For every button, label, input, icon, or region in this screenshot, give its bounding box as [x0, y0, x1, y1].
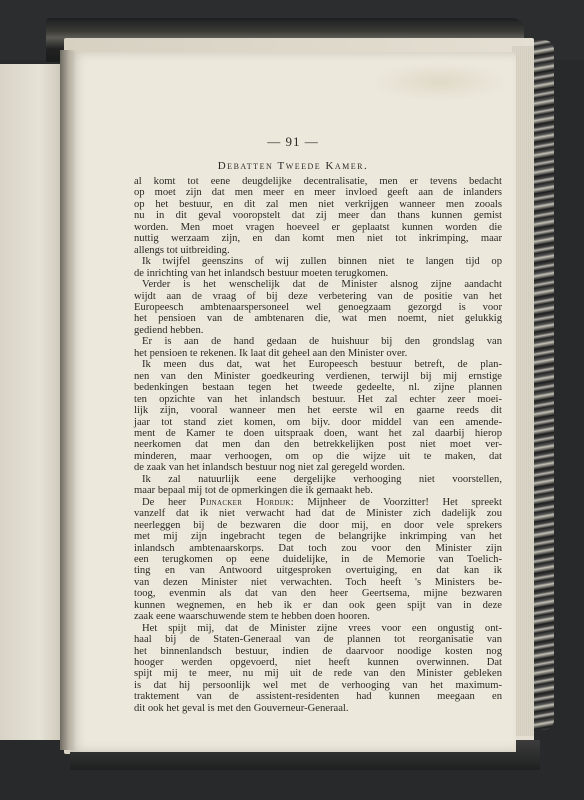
- text-line: minderen, maar verhoogen, om op die wijze uit te maken, dat: [134, 450, 502, 462]
- text-line: op moet zijn dat men meer en meer invloed geeft aan de inlanders: [134, 187, 502, 199]
- text-line: haal bij de Staten-Generaal van de plannen tot reorganisatie van: [134, 634, 502, 646]
- text-line: ment de Kamer te doen uitspraak doen, want het zal daarbij hierop: [134, 427, 502, 439]
- text-line: lijk zijn, vooral wanneer men het eerste wil en gaarne reeds dit: [134, 405, 502, 417]
- text-line: neerleggen bij de bezwaren die door mij, en door vele sprekers: [134, 519, 502, 531]
- text-line: wijdt aan de vraag of bij deze verbetering van de positie van het: [134, 290, 502, 302]
- text-line: het binnenlandsch bestuur, indien de daarvoor noodige kosten nog: [134, 645, 502, 657]
- speaker-name: Pijnacker Hordijk: [199, 496, 291, 508]
- text-line: nu in dit geval vooropstelt dat zij meer dan thans kunnen gemist: [134, 210, 502, 222]
- text-line: vanzelf dat ik niet verwacht had dat de Minister zich dadelijk zou: [134, 508, 502, 520]
- text-line: Het spijt mij, dat de Minister zijne vrees voor een ongustig ont-: [142, 622, 502, 634]
- text-line: van dezen Minister niet verwachten. Toch heeft 's Ministers be-: [134, 576, 502, 588]
- text-line: bedenkingen bestaan tegen het tweede gedeelte, nl. zijne plannen: [134, 382, 502, 394]
- text-line: kunnen wegnemen, en heb ik er dan ook geen spijt van in deze: [134, 599, 502, 611]
- text-line: maar bepaal mij tot de opmerkingen die ik gemaakt heb.: [134, 485, 373, 497]
- text-line: Verder is het wenschelijk dat de Minister alsnog zijne aandacht: [142, 279, 502, 291]
- text-line: het pensioen van de ambtenaren die, wat men noemt, niet gelukkig: [134, 313, 502, 325]
- speaker-text: : Mijnheer de Voorzitter! Het spreekt: [290, 496, 502, 508]
- text-line: zaak eene waarschuwende stem te hebben doen hooren.: [134, 611, 370, 623]
- text-line: op het bestuur, en dit zal men niet verkrijgen wanneer men zooals: [134, 198, 502, 210]
- text-line: hooger werden opgevoerd, niet heeft kunnen overwinnen. Dat: [134, 657, 502, 669]
- gutter-shadow: [60, 50, 76, 750]
- book-page: [70, 52, 516, 752]
- body-text: [134, 176, 502, 714]
- running-head-first: Debatten: [217, 160, 274, 172]
- text-line: allengs tot uitbreiding.: [134, 244, 230, 256]
- text-line: ting en van Antwoord uitgesproken overtuiging, en dat kan ik: [134, 565, 502, 577]
- text-line: Er is aan de hand gedaan de huishuur bij den grondslag van: [142, 336, 502, 348]
- paper-stain: [370, 62, 510, 102]
- text-line: neerkomen dat men dan den betrekkelijken post niet moet ver-: [134, 439, 502, 451]
- text-line: nuttig werzaam zijn, en dan komt men niet tot inkrimping, maar: [134, 233, 502, 245]
- text-line: dit ook het geval is met den Gouverneur-Generaal.: [134, 702, 349, 714]
- page-number: — 91 —: [267, 134, 319, 149]
- text-line: de zaak van het inlandsch bestuur nog niet zal geregeld worden.: [134, 462, 405, 474]
- text-line: gediend hebben.: [134, 324, 204, 336]
- text-line: het pensioen te rekenen. Ik laat dit geheel aan den Minister over.: [134, 347, 408, 359]
- speaker-prefix: De heer: [142, 496, 200, 508]
- text-line: Ik meen dus dat, wat het Europeesch bestuur betreft, de plan-: [142, 359, 502, 371]
- text-line: is dat hij persoonlijk wel met de verhooging van het maximum-: [134, 679, 502, 691]
- text-line: spijt mij te meer, nu mij uit de rede van den Minister gebleken: [134, 668, 502, 680]
- text-line: traktement van de assistent-residenten had kunnen meegaan en: [134, 691, 502, 703]
- text-line: de inrichting van het inlandsch bestuur moeten terugkomen.: [134, 267, 389, 279]
- text-line: toog, evenmin als dat van den heer Geertsema, mijne bezwaren: [134, 588, 502, 600]
- text-line: nen van den Minister goedkeuring verdienen, terwijl bij mij ernstige: [134, 370, 502, 382]
- text-line: worden. Men moet vragen hoeveel er geplaatst kunnen worden die: [134, 221, 502, 233]
- running-head-second: Tweede Kamer.: [277, 160, 369, 172]
- running-head: [70, 160, 516, 172]
- text-line: met mij zijn ingebracht tegen de belangrijke inkrimping van het: [134, 531, 502, 543]
- text-line: Ik zal natuurlijk eene dergelijke verhooging niet voorstellen,: [142, 473, 502, 485]
- text-line: inlandsch ambtenaarskorps. Dat toch zou voor den Minister zijn: [134, 542, 502, 554]
- text-line: een terugkomen op eene duidelijke, in de Memorie van Toelich-: [134, 553, 502, 565]
- text-line: al komt tot eene deugdelijke decentralisatie, men er tevens bedacht: [134, 176, 502, 187]
- text-line: Ik twijfel geenszins of wij zullen binnen niet te langen tijd op: [142, 256, 502, 268]
- text-line: Europeesch ambtenaarspersoneel wel genoegzaam gezorgd is voor: [134, 301, 502, 313]
- left-page: [0, 64, 66, 740]
- text-line: jaar tot stand ziet komen, om bijv. door middel van een amende-: [134, 416, 502, 428]
- text-line: [134, 497, 502, 508]
- text-line: ten opzichte van het inlandsch bestuur. Het zal echter zeer moei-: [134, 393, 502, 405]
